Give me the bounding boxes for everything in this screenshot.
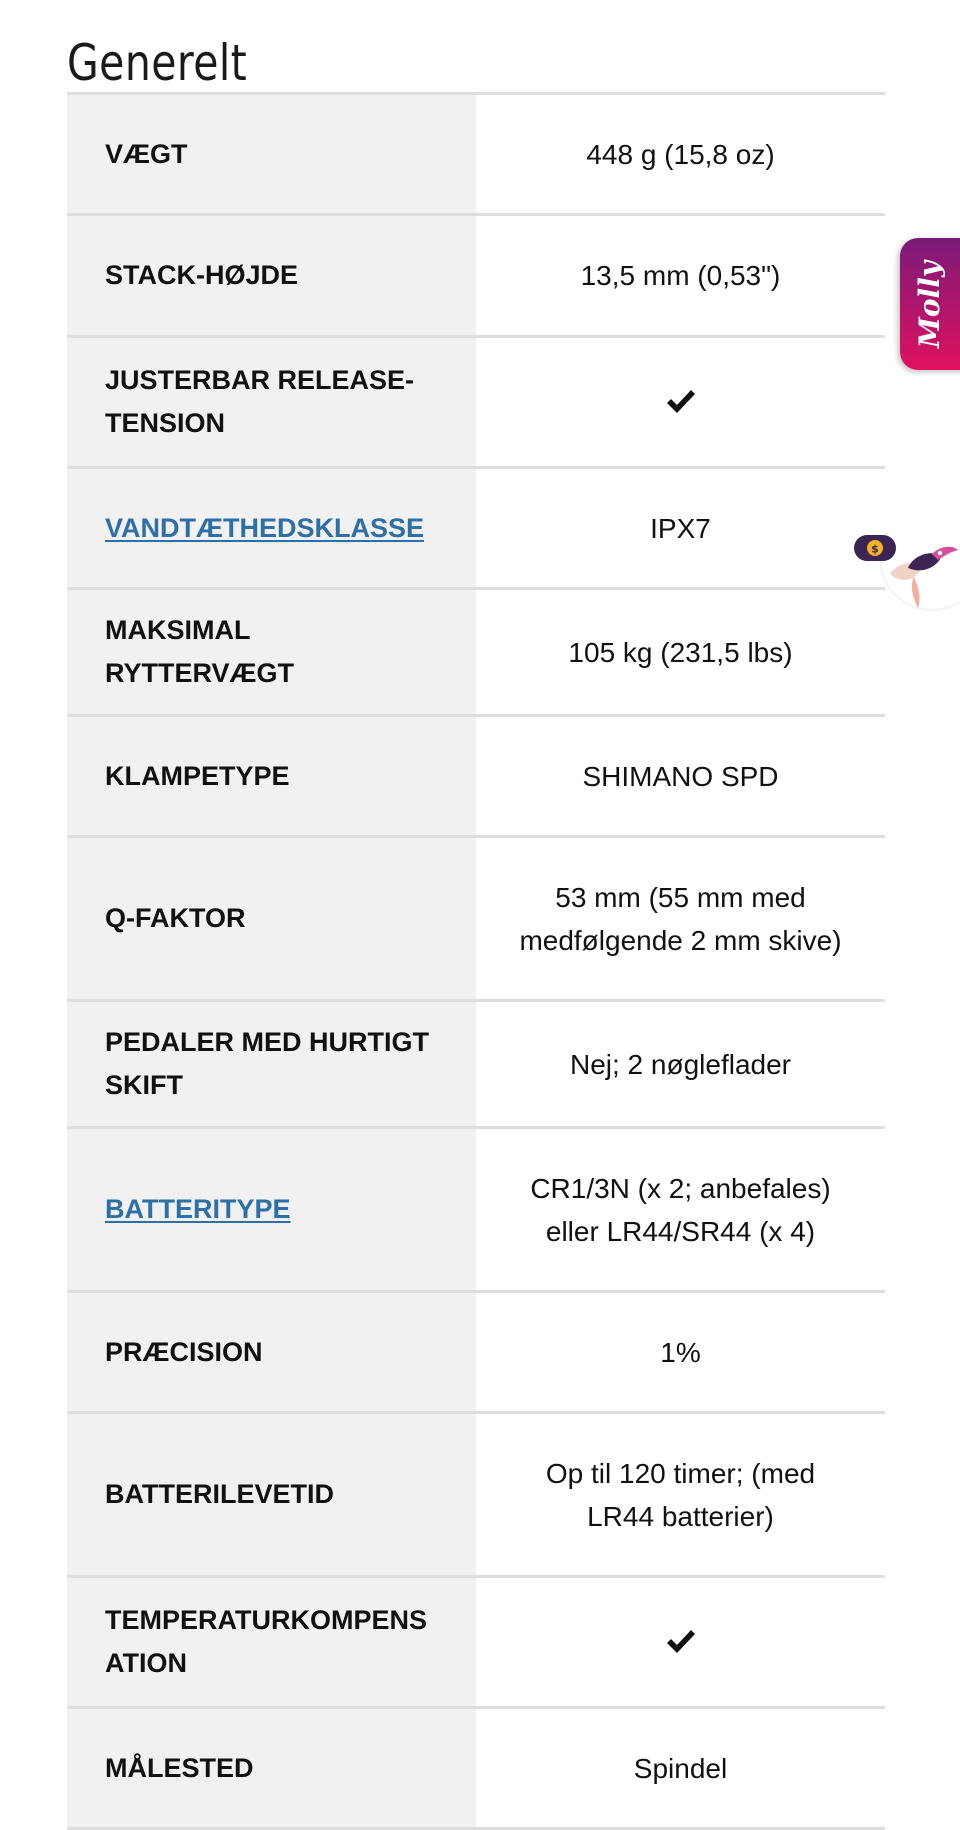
spec-row-battery-life: [67, 1414, 885, 1578]
spec-label: [67, 469, 476, 587]
spec-label: STACK-HØJDE: [67, 216, 476, 335]
spec-label: MAKSIMAL RYTTERVÆGT: [67, 590, 476, 714]
spec-row-water-rating: [67, 469, 885, 590]
spec-value: CR1/3N (x 2; anbefales) eller LR44/SR44 (x 4): [530, 1172, 831, 1247]
spec-value: Nej; 2 nøgleflader: [569, 1048, 791, 1080]
spec-row-max-rider-weight: [67, 590, 885, 717]
spec-value: 13,5 mm (0,53"): [580, 260, 781, 291]
spec-label: JUSTERBAR RELEASE-TENSION: [67, 338, 476, 466]
molly-chat-tab[interactable]: [900, 238, 960, 370]
molly-tab-label: Molly: [913, 260, 947, 348]
spec-row-release-tension: [67, 338, 885, 469]
spec-row-weight: [67, 95, 885, 216]
spec-value: 1%: [660, 1336, 701, 1368]
spec-row-measurement-location: [67, 1709, 885, 1830]
check-icon: [665, 388, 697, 416]
check-icon: [665, 1628, 697, 1656]
spec-row-precision: [67, 1293, 885, 1414]
spec-label: [67, 1129, 476, 1290]
spec-value: [476, 338, 885, 466]
spec-label: PRÆCISION: [67, 1293, 476, 1411]
spec-value: Op til 120 timer; (med LR44 batterier): [545, 1457, 816, 1532]
spec-table: [67, 92, 885, 1830]
spec-label: MÅLESTED: [67, 1709, 476, 1827]
spec-label: Q-FAKTOR: [67, 838, 476, 999]
spec-value: 53 mm (55 mm med medfølgende 2 mm skive): [519, 881, 842, 956]
spec-row-quick-release-pedals: [67, 1002, 885, 1129]
battery-type-link[interactable]: BATTERITYPE: [105, 1194, 291, 1224]
spec-row-battery-type: [67, 1129, 885, 1293]
spec-value: 448 g (15,8 oz): [586, 138, 775, 170]
spec-row-temperature-compensation: [67, 1578, 885, 1709]
spec-value: IPX7: [650, 512, 711, 544]
spec-label: KLAMPETYPE: [67, 717, 476, 835]
spec-label: PEDALER MED HURTIGT SKIFT: [67, 1002, 476, 1126]
spec-value: 105 kg (231,5 lbs): [568, 636, 793, 668]
coin-icon: [854, 535, 896, 561]
spec-row-stack-height: [67, 216, 885, 338]
page-title: Generelt: [67, 33, 248, 92]
spec-label: BATTERILEVETID: [67, 1414, 476, 1575]
spec-label: VÆGT: [67, 95, 476, 213]
spec-value: [476, 1578, 885, 1706]
spec-label: TEMPERATURKOMPENSATION: [67, 1578, 476, 1706]
spec-value: Spindel: [633, 1752, 728, 1784]
water-rating-link[interactable]: VANDTÆTHEDSKLASSE: [105, 512, 425, 543]
spec-row-q-factor: [67, 838, 885, 1002]
bird-icon[interactable]: [852, 532, 960, 612]
svg-text:$: $: [871, 542, 879, 556]
spec-value: SHIMANO SPD: [582, 760, 779, 792]
spec-row-cleat-type: [67, 717, 885, 838]
